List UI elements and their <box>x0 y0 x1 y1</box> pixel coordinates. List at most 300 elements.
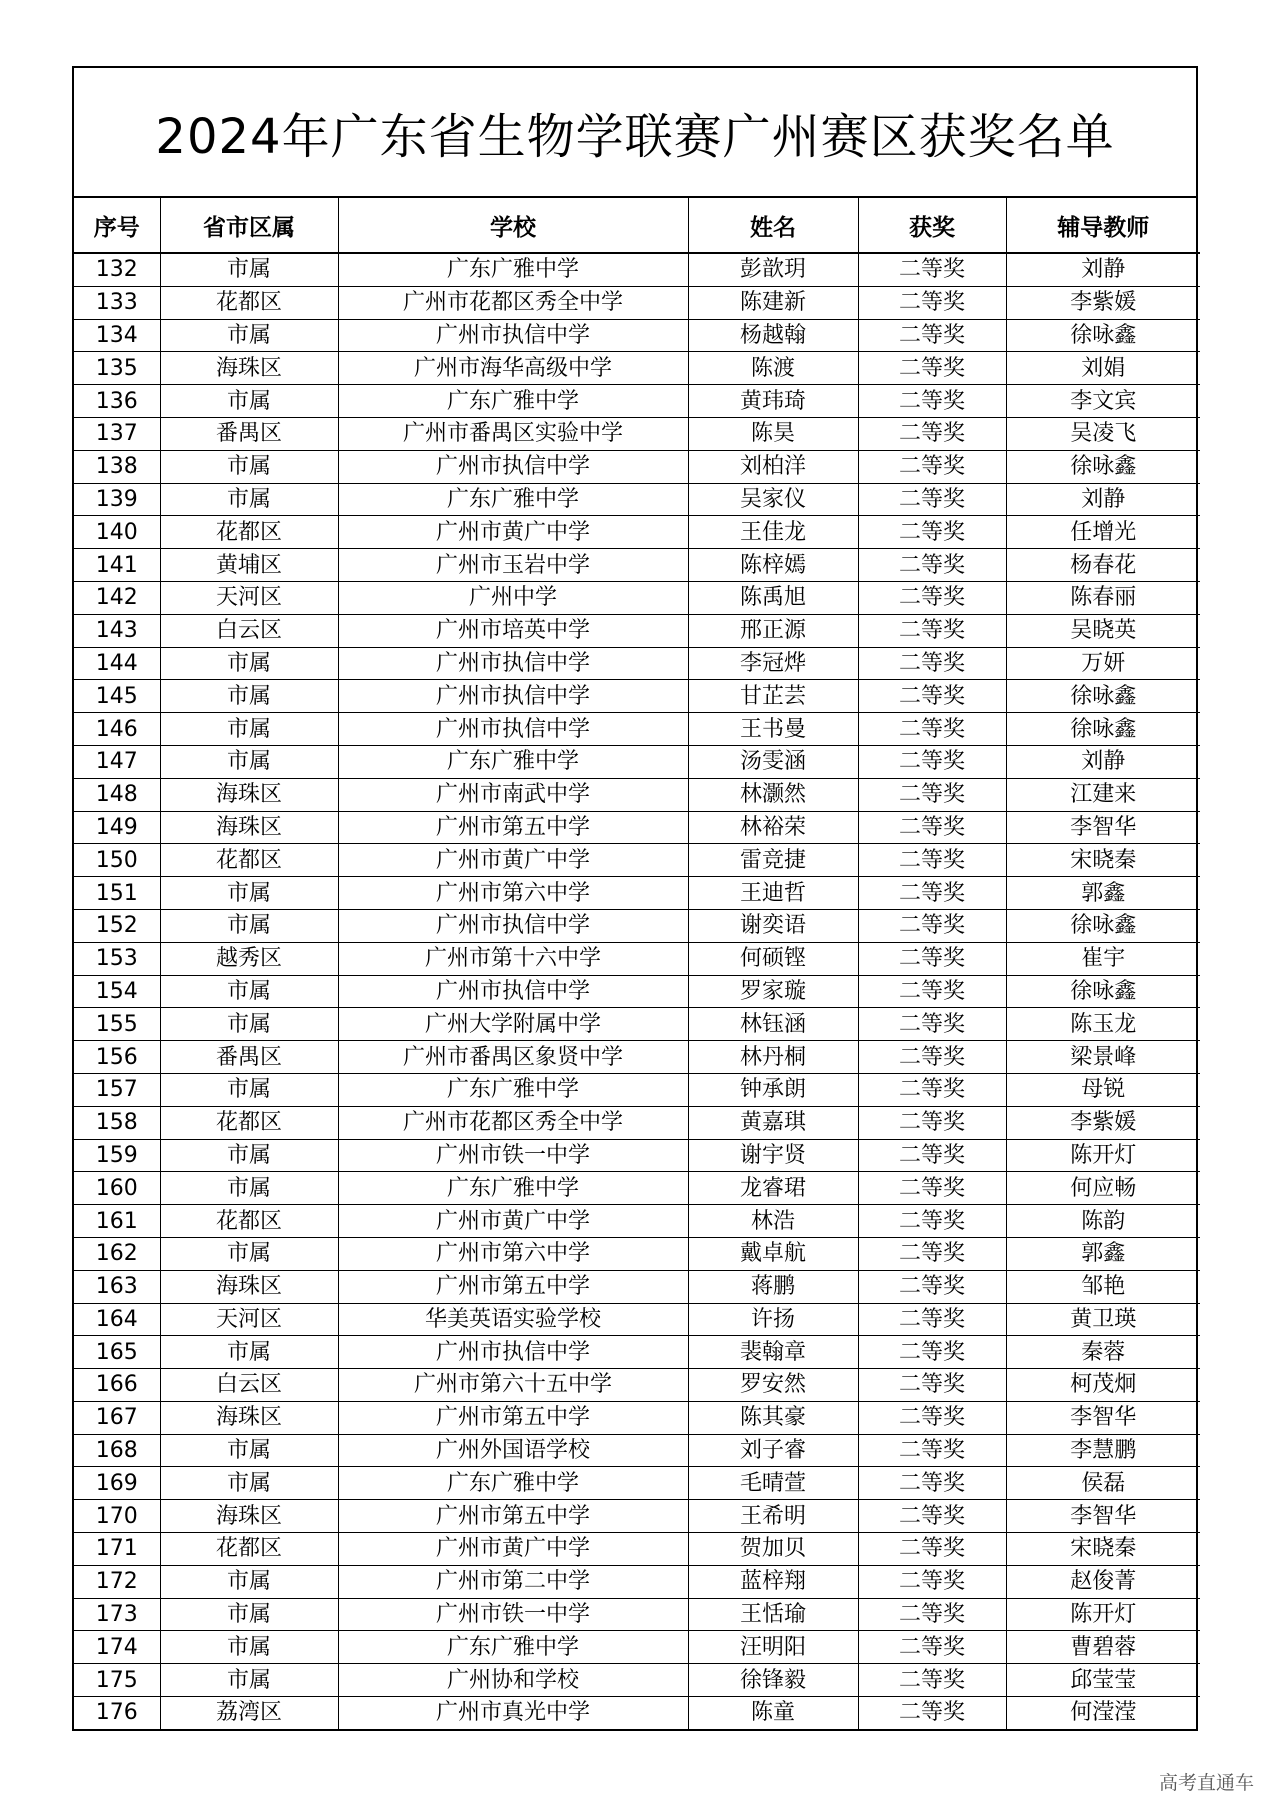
cell-award: 二等奖 <box>858 1172 1006 1205</box>
cell-student-name: 刘柏洋 <box>688 450 858 483</box>
cell-teacher: 宋晓秦 <box>1006 1533 1200 1566</box>
table-row <box>74 516 1200 549</box>
cell-index: 164 <box>74 1303 160 1336</box>
cell-award: 二等奖 <box>858 778 1006 811</box>
cell-teacher: 李慧鹏 <box>1006 1434 1200 1467</box>
cell-teacher: 万妍 <box>1006 647 1200 680</box>
cell-district: 花都区 <box>160 1106 338 1139</box>
cell-teacher: 吴晓英 <box>1006 614 1200 647</box>
cell-index: 132 <box>74 253 160 286</box>
cell-award: 二等奖 <box>858 942 1006 975</box>
cell-teacher: 梁景峰 <box>1006 1041 1200 1074</box>
table-row <box>74 1565 1200 1598</box>
cell-teacher: 刘静 <box>1006 253 1200 286</box>
cell-index: 175 <box>74 1664 160 1697</box>
cell-district: 市属 <box>160 1664 338 1697</box>
table-row <box>74 1270 1200 1303</box>
cell-district: 市属 <box>160 713 338 746</box>
cell-school: 广州市真光中学 <box>338 1697 688 1729</box>
cell-award: 二等奖 <box>858 581 1006 614</box>
cell-student-name: 陈童 <box>688 1697 858 1729</box>
cell-student-name: 罗家璇 <box>688 975 858 1008</box>
cell-award: 二等奖 <box>858 1303 1006 1336</box>
table-row <box>74 877 1200 910</box>
cell-school: 广州市执信中学 <box>338 909 688 942</box>
header-school: 学校 <box>338 198 688 253</box>
cell-teacher: 李智华 <box>1006 1500 1200 1533</box>
cell-district: 白云区 <box>160 614 338 647</box>
cell-award: 二等奖 <box>858 1598 1006 1631</box>
cell-district: 市属 <box>160 877 338 910</box>
cell-student-name: 陈渡 <box>688 352 858 385</box>
cell-student-name: 汪明阳 <box>688 1631 858 1664</box>
cell-school: 广东广雅中学 <box>338 253 688 286</box>
cell-award: 二等奖 <box>858 975 1006 1008</box>
cell-student-name: 邢正源 <box>688 614 858 647</box>
cell-award: 二等奖 <box>858 745 1006 778</box>
cell-award: 二等奖 <box>858 253 1006 286</box>
cell-school: 广州市第五中学 <box>338 1270 688 1303</box>
cell-award: 二等奖 <box>858 450 1006 483</box>
cell-student-name: 龙睿珺 <box>688 1172 858 1205</box>
cell-index: 158 <box>74 1106 160 1139</box>
cell-index: 138 <box>74 450 160 483</box>
cell-student-name: 徐锋毅 <box>688 1664 858 1697</box>
cell-teacher: 徐咏鑫 <box>1006 909 1200 942</box>
cell-district: 市属 <box>160 1631 338 1664</box>
table-row <box>74 1041 1200 1074</box>
cell-index: 134 <box>74 319 160 352</box>
cell-district: 海珠区 <box>160 1270 338 1303</box>
cell-index: 146 <box>74 713 160 746</box>
table-row <box>74 450 1200 483</box>
cell-school: 广州市花都区秀全中学 <box>338 286 688 319</box>
cell-teacher: 侯磊 <box>1006 1467 1200 1500</box>
cell-index: 165 <box>74 1336 160 1369</box>
cell-school: 广东广雅中学 <box>338 385 688 418</box>
cell-award: 二等奖 <box>858 352 1006 385</box>
cell-award: 二等奖 <box>858 516 1006 549</box>
cell-index: 174 <box>74 1631 160 1664</box>
cell-teacher: 任增光 <box>1006 516 1200 549</box>
table-row <box>74 1533 1200 1566</box>
cell-award: 二等奖 <box>858 483 1006 516</box>
cell-teacher: 李文宾 <box>1006 385 1200 418</box>
table-row <box>74 713 1200 746</box>
cell-teacher: 宋晓秦 <box>1006 844 1200 877</box>
cell-student-name: 蓝梓翔 <box>688 1565 858 1598</box>
cell-school: 广州市执信中学 <box>338 1336 688 1369</box>
cell-teacher: 徐咏鑫 <box>1006 680 1200 713</box>
cell-district: 市属 <box>160 253 338 286</box>
cell-award: 二等奖 <box>858 680 1006 713</box>
table-row <box>74 844 1200 877</box>
header-teacher: 辅导教师 <box>1006 198 1200 253</box>
cell-student-name: 王书曼 <box>688 713 858 746</box>
cell-award: 二等奖 <box>858 1500 1006 1533</box>
table-row <box>74 253 1200 286</box>
cell-index: 157 <box>74 1073 160 1106</box>
cell-district: 市属 <box>160 450 338 483</box>
cell-award: 二等奖 <box>858 647 1006 680</box>
cell-award: 二等奖 <box>858 385 1006 418</box>
cell-school: 广州市执信中学 <box>338 647 688 680</box>
cell-index: 137 <box>74 417 160 450</box>
cell-district: 市属 <box>160 909 338 942</box>
cell-school: 广州市番禺区实验中学 <box>338 417 688 450</box>
cell-district: 番禺区 <box>160 1041 338 1074</box>
cell-index: 153 <box>74 942 160 975</box>
table-row <box>74 581 1200 614</box>
award-list-sheet <box>72 66 1198 1731</box>
cell-index: 143 <box>74 614 160 647</box>
cell-student-name: 谢宇贤 <box>688 1139 858 1172</box>
cell-award: 二等奖 <box>858 877 1006 910</box>
table-header-row <box>74 198 1200 253</box>
cell-district: 市属 <box>160 680 338 713</box>
table-row <box>74 1434 1200 1467</box>
cell-award: 二等奖 <box>858 1369 1006 1402</box>
cell-district: 天河区 <box>160 581 338 614</box>
cell-award: 二等奖 <box>858 844 1006 877</box>
cell-school: 广州市培英中学 <box>338 614 688 647</box>
cell-student-name: 吴家仪 <box>688 483 858 516</box>
header-name: 姓名 <box>688 198 858 253</box>
cell-student-name: 林钰涵 <box>688 1008 858 1041</box>
cell-school: 广东广雅中学 <box>338 483 688 516</box>
cell-index: 154 <box>74 975 160 1008</box>
cell-teacher: 何应畅 <box>1006 1172 1200 1205</box>
table-body <box>74 253 1200 1729</box>
cell-school: 广州协和学校 <box>338 1664 688 1697</box>
cell-award: 二等奖 <box>858 319 1006 352</box>
cell-school: 广州市第六中学 <box>338 877 688 910</box>
cell-student-name: 许扬 <box>688 1303 858 1336</box>
cell-school: 广州市玉岩中学 <box>338 549 688 582</box>
cell-school: 广州市南武中学 <box>338 778 688 811</box>
award-table <box>74 198 1200 1729</box>
cell-award: 二等奖 <box>858 1434 1006 1467</box>
cell-award: 二等奖 <box>858 1139 1006 1172</box>
cell-school: 广州市执信中学 <box>338 450 688 483</box>
cell-student-name: 林丹桐 <box>688 1041 858 1074</box>
cell-student-name: 戴卓航 <box>688 1237 858 1270</box>
cell-award: 二等奖 <box>858 1565 1006 1598</box>
cell-district: 市属 <box>160 1073 338 1106</box>
cell-index: 156 <box>74 1041 160 1074</box>
cell-student-name: 何硕铿 <box>688 942 858 975</box>
cell-school: 广东广雅中学 <box>338 745 688 778</box>
table-row <box>74 1237 1200 1270</box>
cell-award: 二等奖 <box>858 713 1006 746</box>
cell-teacher: 郭鑫 <box>1006 1237 1200 1270</box>
table-row <box>74 1697 1200 1729</box>
cell-district: 黄埔区 <box>160 549 338 582</box>
cell-index: 147 <box>74 745 160 778</box>
cell-index: 168 <box>74 1434 160 1467</box>
cell-teacher: 陈玉龙 <box>1006 1008 1200 1041</box>
cell-school: 广州市番禺区象贤中学 <box>338 1041 688 1074</box>
table-row <box>74 417 1200 450</box>
table-row <box>74 811 1200 844</box>
cell-award: 二等奖 <box>858 286 1006 319</box>
cell-student-name: 陈禹旭 <box>688 581 858 614</box>
cell-award: 二等奖 <box>858 1533 1006 1566</box>
cell-index: 150 <box>74 844 160 877</box>
table-row <box>74 385 1200 418</box>
cell-school: 广州市花都区秀全中学 <box>338 1106 688 1139</box>
cell-student-name: 谢奕语 <box>688 909 858 942</box>
header-district: 省市区属 <box>160 198 338 253</box>
cell-student-name: 王迪哲 <box>688 877 858 910</box>
cell-student-name: 贺加贝 <box>688 1533 858 1566</box>
table-row <box>74 483 1200 516</box>
cell-school: 广州市黄广中学 <box>338 1205 688 1238</box>
page-title: 2024年广东省生物学联赛广州赛区获奖名单 <box>74 68 1196 198</box>
cell-award: 二等奖 <box>858 1106 1006 1139</box>
cell-index: 148 <box>74 778 160 811</box>
cell-index: 163 <box>74 1270 160 1303</box>
cell-school: 广州市铁一中学 <box>338 1139 688 1172</box>
cell-teacher: 曹碧蓉 <box>1006 1631 1200 1664</box>
table-row <box>74 942 1200 975</box>
cell-district: 市属 <box>160 385 338 418</box>
table-row <box>74 1205 1200 1238</box>
cell-district: 花都区 <box>160 1205 338 1238</box>
cell-school: 广州市执信中学 <box>338 713 688 746</box>
cell-teacher: 刘静 <box>1006 483 1200 516</box>
cell-teacher: 徐咏鑫 <box>1006 319 1200 352</box>
cell-district: 花都区 <box>160 286 338 319</box>
cell-school: 广州大学附属中学 <box>338 1008 688 1041</box>
cell-teacher: 李紫媛 <box>1006 1106 1200 1139</box>
cell-district: 市属 <box>160 1598 338 1631</box>
cell-index: 155 <box>74 1008 160 1041</box>
cell-index: 142 <box>74 581 160 614</box>
cell-district: 市属 <box>160 1434 338 1467</box>
cell-index: 135 <box>74 352 160 385</box>
cell-school: 广州市黄广中学 <box>338 844 688 877</box>
cell-school: 广州市第五中学 <box>338 1500 688 1533</box>
cell-district: 海珠区 <box>160 811 338 844</box>
table-row <box>74 549 1200 582</box>
cell-school: 广东广雅中学 <box>338 1172 688 1205</box>
cell-teacher: 刘静 <box>1006 745 1200 778</box>
cell-teacher: 赵俊菁 <box>1006 1565 1200 1598</box>
cell-index: 169 <box>74 1467 160 1500</box>
cell-index: 139 <box>74 483 160 516</box>
header-award: 获奖 <box>858 198 1006 253</box>
cell-index: 162 <box>74 1237 160 1270</box>
cell-district: 市属 <box>160 1237 338 1270</box>
table-row <box>74 1106 1200 1139</box>
cell-teacher: 陈开灯 <box>1006 1598 1200 1631</box>
cell-student-name: 林浩 <box>688 1205 858 1238</box>
cell-award: 二等奖 <box>858 1664 1006 1697</box>
cell-student-name: 陈昊 <box>688 417 858 450</box>
cell-award: 二等奖 <box>858 1237 1006 1270</box>
table-row <box>74 1500 1200 1533</box>
cell-district: 花都区 <box>160 844 338 877</box>
cell-school: 广州市执信中学 <box>338 975 688 1008</box>
cell-school: 广东广雅中学 <box>338 1631 688 1664</box>
table-row <box>74 1008 1200 1041</box>
table-row <box>74 1467 1200 1500</box>
cell-teacher: 徐咏鑫 <box>1006 450 1200 483</box>
table-row <box>74 1303 1200 1336</box>
cell-index: 145 <box>74 680 160 713</box>
cell-award: 二等奖 <box>858 1631 1006 1664</box>
cell-student-name: 黄嘉琪 <box>688 1106 858 1139</box>
cell-school: 华美英语实验学校 <box>338 1303 688 1336</box>
table-row <box>74 909 1200 942</box>
cell-student-name: 刘子睿 <box>688 1434 858 1467</box>
cell-district: 花都区 <box>160 516 338 549</box>
cell-district: 海珠区 <box>160 352 338 385</box>
cell-teacher: 何滢滢 <box>1006 1697 1200 1729</box>
table-row <box>74 778 1200 811</box>
cell-district: 越秀区 <box>160 942 338 975</box>
cell-student-name: 陈梓嫣 <box>688 549 858 582</box>
table-row <box>74 1631 1200 1664</box>
cell-award: 二等奖 <box>858 1073 1006 1106</box>
cell-school: 广州市第六中学 <box>338 1237 688 1270</box>
cell-school: 广州外国语学校 <box>338 1434 688 1467</box>
cell-index: 151 <box>74 877 160 910</box>
table-row <box>74 352 1200 385</box>
cell-teacher: 秦蓉 <box>1006 1336 1200 1369</box>
cell-index: 141 <box>74 549 160 582</box>
cell-school: 广州市第十六中学 <box>338 942 688 975</box>
cell-district: 市属 <box>160 1467 338 1500</box>
cell-school: 广东广雅中学 <box>338 1073 688 1106</box>
cell-student-name: 彭歆玥 <box>688 253 858 286</box>
cell-teacher: 邹艳 <box>1006 1270 1200 1303</box>
cell-teacher: 吴凌飞 <box>1006 417 1200 450</box>
cell-teacher: 陈韵 <box>1006 1205 1200 1238</box>
cell-teacher: 柯茂炯 <box>1006 1369 1200 1402</box>
table-row <box>74 680 1200 713</box>
cell-district: 市属 <box>160 483 338 516</box>
cell-award: 二等奖 <box>858 417 1006 450</box>
cell-index: 133 <box>74 286 160 319</box>
cell-teacher: 黄卫瑛 <box>1006 1303 1200 1336</box>
cell-student-name: 毛晴萱 <box>688 1467 858 1500</box>
table-row <box>74 1073 1200 1106</box>
cell-district: 番禺区 <box>160 417 338 450</box>
cell-award: 二等奖 <box>858 614 1006 647</box>
cell-index: 167 <box>74 1401 160 1434</box>
cell-index: 140 <box>74 516 160 549</box>
table-row <box>74 745 1200 778</box>
cell-student-name: 蒋鹏 <box>688 1270 858 1303</box>
cell-school: 广州市黄广中学 <box>338 1533 688 1566</box>
cell-award: 二等奖 <box>858 909 1006 942</box>
cell-district: 市属 <box>160 975 338 1008</box>
cell-school: 广州市铁一中学 <box>338 1598 688 1631</box>
cell-school: 广东广雅中学 <box>338 1467 688 1500</box>
table-row <box>74 286 1200 319</box>
cell-student-name: 王希明 <box>688 1500 858 1533</box>
cell-school: 广州市第五中学 <box>338 811 688 844</box>
cell-index: 159 <box>74 1139 160 1172</box>
cell-award: 二等奖 <box>858 1008 1006 1041</box>
cell-school: 广州中学 <box>338 581 688 614</box>
cell-index: 161 <box>74 1205 160 1238</box>
cell-teacher: 郭鑫 <box>1006 877 1200 910</box>
cell-award: 二等奖 <box>858 1401 1006 1434</box>
header-index: 序号 <box>74 198 160 253</box>
cell-award: 二等奖 <box>858 811 1006 844</box>
cell-district: 市属 <box>160 1172 338 1205</box>
cell-index: 170 <box>74 1500 160 1533</box>
cell-teacher: 母锐 <box>1006 1073 1200 1106</box>
cell-award: 二等奖 <box>858 1270 1006 1303</box>
cell-teacher: 陈开灯 <box>1006 1139 1200 1172</box>
cell-index: 136 <box>74 385 160 418</box>
cell-student-name: 钟承朗 <box>688 1073 858 1106</box>
cell-school: 广州市第六十五中学 <box>338 1369 688 1402</box>
cell-index: 166 <box>74 1369 160 1402</box>
cell-award: 二等奖 <box>858 1467 1006 1500</box>
table-row <box>74 1369 1200 1402</box>
cell-district: 市属 <box>160 647 338 680</box>
cell-school: 广州市第五中学 <box>338 1401 688 1434</box>
table-row <box>74 1172 1200 1205</box>
cell-district: 荔湾区 <box>160 1697 338 1729</box>
cell-student-name: 甘芷芸 <box>688 680 858 713</box>
cell-award: 二等奖 <box>858 549 1006 582</box>
cell-award: 二等奖 <box>858 1336 1006 1369</box>
cell-index: 171 <box>74 1533 160 1566</box>
cell-teacher: 邱莹莹 <box>1006 1664 1200 1697</box>
cell-district: 市属 <box>160 745 338 778</box>
table-row <box>74 1664 1200 1697</box>
cell-teacher: 江建来 <box>1006 778 1200 811</box>
cell-district: 市属 <box>160 1565 338 1598</box>
cell-student-name: 黄玮琦 <box>688 385 858 418</box>
cell-district: 白云区 <box>160 1369 338 1402</box>
cell-teacher: 李紫媛 <box>1006 286 1200 319</box>
cell-school: 广州市执信中学 <box>338 680 688 713</box>
cell-district: 市属 <box>160 319 338 352</box>
table-row <box>74 1401 1200 1434</box>
cell-teacher: 徐咏鑫 <box>1006 713 1200 746</box>
watermark: 高考直通车 <box>1158 1772 1254 1794</box>
cell-index: 173 <box>74 1598 160 1631</box>
cell-teacher: 崔宇 <box>1006 942 1200 975</box>
cell-index: 176 <box>74 1697 160 1729</box>
cell-student-name: 王佳龙 <box>688 516 858 549</box>
cell-teacher: 李智华 <box>1006 811 1200 844</box>
cell-index: 172 <box>74 1565 160 1598</box>
cell-index: 152 <box>74 909 160 942</box>
cell-student-name: 林灏然 <box>688 778 858 811</box>
table-row <box>74 319 1200 352</box>
cell-district: 天河区 <box>160 1303 338 1336</box>
cell-district: 海珠区 <box>160 1500 338 1533</box>
table-row <box>74 647 1200 680</box>
cell-teacher: 李智华 <box>1006 1401 1200 1434</box>
cell-district: 市属 <box>160 1008 338 1041</box>
cell-award: 二等奖 <box>858 1697 1006 1729</box>
cell-student-name: 李冠烨 <box>688 647 858 680</box>
cell-index: 160 <box>74 1172 160 1205</box>
cell-teacher: 徐咏鑫 <box>1006 975 1200 1008</box>
cell-school: 广州市海华高级中学 <box>338 352 688 385</box>
table-row <box>74 1336 1200 1369</box>
cell-student-name: 林裕荣 <box>688 811 858 844</box>
